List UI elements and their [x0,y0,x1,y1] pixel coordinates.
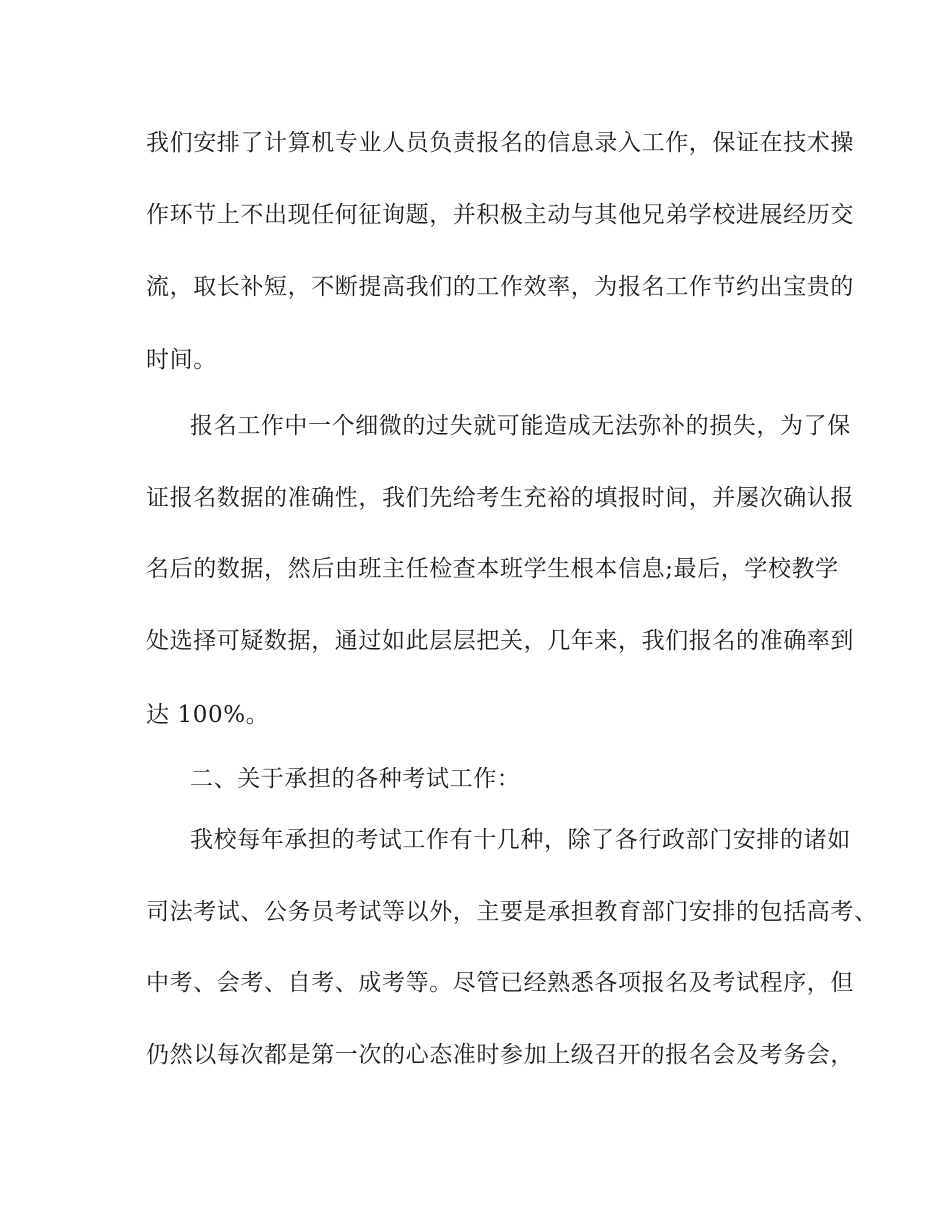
paragraph-line: 处选择可疑数据，通过如此层层把关，几年来，我们报名的准确率到 [146,628,854,654]
paragraph-line: 证报名数据的准确性，我们先给考生充裕的填报时间，并屡次确认报 [146,485,854,511]
section-heading: 二、关于承担的各种考试工作： [190,766,521,792]
paragraph-line: 作环节上不出现任何征询题，并积极主动与其他兄弟学校进展经历交 [146,202,854,228]
paragraph-line: 我校每年承担的考试工作有十几种，除了各行政部门安排的诸如 [190,827,851,853]
paragraph-line: 我们安排了计算机专业人员负责报名的信息录入工作，保证在技术操 [146,130,854,156]
paragraph-line: 中考、会考、自考、成考等。尽管已经熟悉各项报名及考试程序，但 [146,970,854,996]
paragraph-line: 流，取长补短，不断提高我们的工作效率，为报名工作节约出宝贵的 [146,274,854,300]
paragraph-line: 名后的数据，然后由班主任检查本班学生根本信息;最后，学校教学 [146,556,839,582]
paragraph-line: 报名工作中一个细微的过失就可能造成无法弥补的损失，为了保 [190,413,851,439]
paragraph-line: 达 100%。 [146,702,270,728]
paragraph-line: 仍然以每次都是第一次的心态准时参加上级召开的报名会及考务会， [146,1042,854,1068]
paragraph-line: 司法考试、公务员考试等以外，主要是承担教育部门安排的包括高考、 [146,899,878,925]
paragraph-line: 时间。 [146,347,217,373]
